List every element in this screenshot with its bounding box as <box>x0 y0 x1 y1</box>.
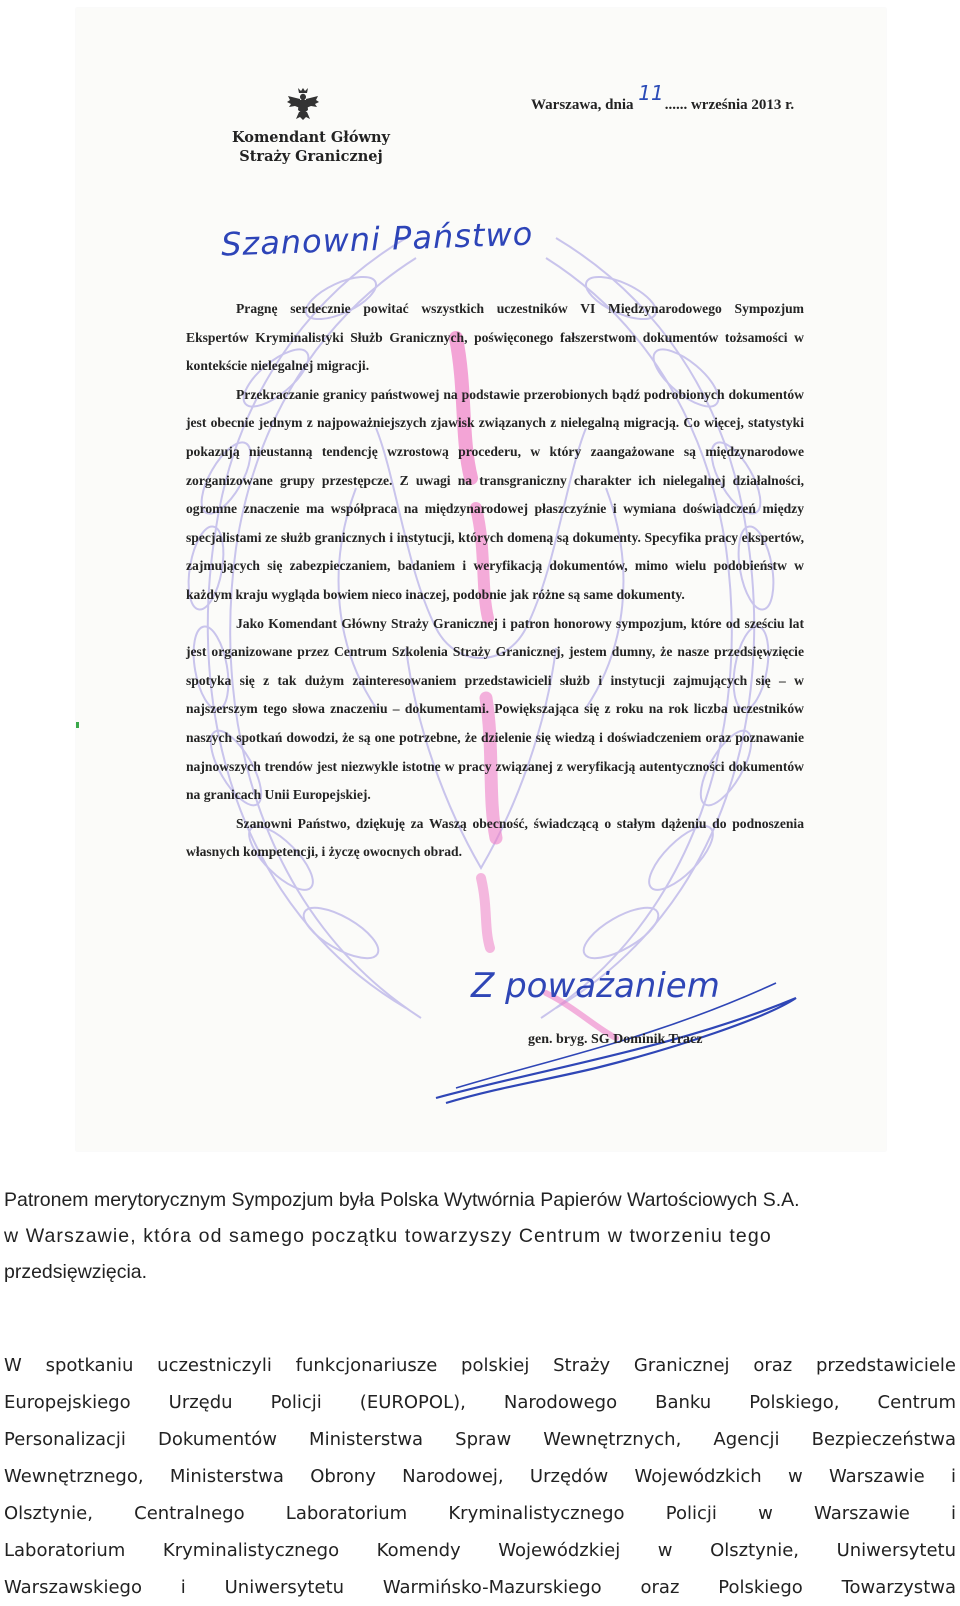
letter-paragraph: Przekraczanie granicy państwowej na podstawie przerobionych bądź podrobionych dokumentów jest obecnie jednym z najpoważniejszych zjawisk związanych z nielegalną migracją. Co więcej, statystyki pokazują nieustanną tendencję wzrostową procederu, w który zaangażowane są międzynarodowe zorganizowane grupy przestępcze. Z uwagi na transgraniczny charakter ich nielegalnej działalności, ogromne znaczenie ma współpraca na międzynarodowej płaszczyźnie i wymiana doświadczeń między specjalistami ze służb granicznych i instytucji, których domeną są dokumenty. Specyfika pracy ekspertów, zajmujących się zabezpieczaniem, badaniem i weryfikacją dokumentów, mimo wielu podobieństw w każdym kraju wygląda bowiem nieco inaczej, podobnie jak różne są same dokumenty. <box>186 386 804 602</box>
caption-line: w Warszawie, która od samego początku towarzyszy Centrum w tworzeniu tego <box>4 1225 772 1247</box>
date-day-handwritten: 11 <box>638 81 664 105</box>
letter-paragraph: Szanowni Państwo, dziękuję za Waszą obecność, świadczącą o stałym dążeniu do podnoszenia własnych kompetencji, i życzę owocnych obrad. <box>186 815 804 860</box>
participants-line: W spotkaniu uczestniczyli funkcjonariusze polskiej Straży Granicznej oraz przedstawiciele <box>4 1355 956 1376</box>
participants-line: Wewnętrznego, Ministerstwa Obrony Narodowej, Urzędów Wojewódzkich w Warszawie i <box>4 1466 956 1487</box>
participants-line: Olsztynie, Centralnego Laboratorium Kryminalistycznego Policji w Warszawie i <box>4 1503 956 1524</box>
participants-paragraph <box>4 1347 956 1606</box>
letter-paragraph: Jako Komendant Główny Straży Granicznej i patron honorowy sympozjum, które od sześciu lat jest organizowane przez Centrum Szkolenia Straży Granicznej, jestem dumny, że nasze przedsięwzięcie spotyka się z tak dużym zainteresowaniem przedstawicieli służb i instytucji zajmujących się – w najszerszym tego słowa znaczeniu – dokumentami. Powiększająca się z roku na rok liczba uczestników naszych spotkań dowodzi, że są one potrzebne, że dzielenie się wiedzą i doświadczeniem oraz poznawanie najnowszych trendów jest niezwykle istotne w pracy związanej z weryfikacją autentyczności dokumentów na granicach Unii Europejskiej. <box>186 615 804 803</box>
sender-institution: Straży Granicznej <box>239 148 383 165</box>
participants-line: Warszawskiego i Uniwersytetu Warmińsko-Mazurskiego oraz Polskiego Towarzystwa <box>4 1577 956 1598</box>
scanned-letter <box>76 8 886 1151</box>
caption-line: Patronem merytorycznym Sympozjum była Polska Wytwórnia Papierów Wartościowych S.A. <box>4 1189 800 1211</box>
signer-name: gen. bryg. SG Dominik Tracz <box>528 1032 703 1047</box>
signature-flourish <box>76 8 886 1151</box>
date-place: Warszawa, dnia <box>531 97 634 113</box>
participants-line: Personalizacji Dokumentów Ministerstwa Spraw Wewnętrznych, Agencji Bezpieczeństwa <box>4 1429 956 1450</box>
date-dots: ...... <box>664 97 688 113</box>
handwritten-closing: Z poważaniem <box>471 966 720 1006</box>
sender-title: Komendant Główny <box>232 129 390 146</box>
letter-paragraph: Pragnę serdecznie powitać wszystkich uczestników VI Międzynarodowego Sympozjum Ekspertów Kryminalistyki Służb Granicznych, poświęconego fałszerstwom dokumentów tożsamości w kontekście nielegalnej migracji. <box>186 301 804 374</box>
participants-line: Europejskiego Urzędu Policji (EUROPOL), Narodowego Banku Polskiego, Centrum <box>4 1392 956 1413</box>
margin-mark <box>76 722 79 728</box>
handwritten-salutation: Szanowni Państwo <box>220 214 534 264</box>
patron-caption <box>4 1182 956 1290</box>
participants-line: Laboratorium Kryminalistycznego Komendy Wojewódzkiej w Olsztynie, Uniwersytetu <box>4 1540 956 1561</box>
date-month-year: września 2013 r. <box>690 97 795 113</box>
caption-line: przedsięwzięcia. <box>4 1261 148 1283</box>
